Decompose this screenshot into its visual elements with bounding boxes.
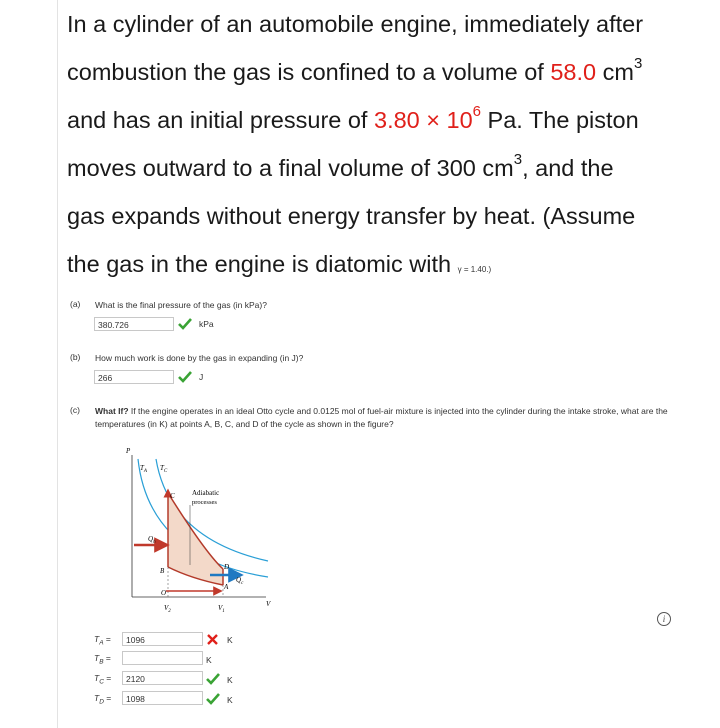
otto-cycle-diagram — [118, 445, 278, 625]
svg-text:TC: $T_C$ — [160, 464, 168, 474]
temp-c-input[interactable]: 2120 — [122, 671, 203, 685]
check-icon — [206, 673, 220, 685]
part-a-unit: kPa — [199, 319, 214, 329]
check-icon — [178, 318, 192, 330]
part-a-answer-input[interactable]: 380.726 — [94, 317, 174, 331]
svg-text:TA: $T_A$ — [140, 464, 147, 474]
svg-text:V1: $V_1$ — [218, 604, 225, 614]
cross-icon — [207, 634, 218, 645]
svg-text:A: A — [224, 583, 229, 591]
adiabatic-label: Adiabatic — [192, 489, 220, 497]
p-axis-label: P — [126, 447, 131, 455]
v-axis-label: V — [266, 600, 271, 608]
part-b-question: How much work is done by the gas in expanding (in J)? — [95, 353, 304, 363]
svg-text:B: B — [160, 567, 165, 575]
part-c-label: (c) — [70, 405, 80, 415]
svg-text:C: C — [170, 492, 175, 500]
check-icon — [178, 371, 192, 383]
temp-label-b: $T_B$ = — [94, 653, 111, 666]
problem-line-6: the gas in the engine is diatomic with γ = 1.40.) — [67, 251, 492, 277]
info-icon[interactable]: i — [657, 612, 671, 626]
temp-c-unit: K — [227, 675, 233, 685]
check-icon — [206, 693, 220, 705]
part-b-answer-input[interactable]: 266 — [94, 370, 174, 384]
svg-text:V2: $V_2$ — [164, 604, 171, 614]
part-b-label: (b) — [70, 352, 81, 362]
svg-text:D: D — [224, 563, 230, 571]
problem-line-4: moves outward to a final volume of 300 $cm^3$, and the — [67, 151, 614, 181]
temp-b-input[interactable] — [122, 651, 203, 665]
processes-label: processes — [192, 499, 217, 506]
part-a-question: What is the final pressure of the gas (in kPa)? — [95, 300, 267, 310]
svg-text:Qc: $Q_c$ — [236, 576, 244, 586]
left-border — [57, 0, 58, 728]
temp-a-unit: K — [227, 635, 233, 645]
part-a-label: (a) — [70, 299, 81, 309]
svg-text:O: O — [161, 589, 167, 597]
temp-label-d: $T_D$ = — [94, 693, 112, 706]
gamma-value: γ = 1.40.) — [457, 265, 492, 274]
temp-d-input[interactable]: 1098 — [122, 691, 203, 705]
problem-line-3: and has an initial pressure of $3.80 \times 10^6$ Pa. The piston — [67, 103, 639, 133]
part-c-question: What If? If the engine operates in an ideal Otto cycle and 0.0125 mol of fuel-air mixture is injected into the cylinder during the intake stroke, what are the temperatures (in K) at points A, B, C, and D of the cycle as shown in the figure? — [95, 406, 668, 429]
initial-pressure: $3.80 \times 10^6$ — [374, 103, 482, 133]
initial-volume: 58.0 — [550, 59, 597, 85]
temp-b-unit: K — [206, 655, 212, 665]
problem-statement — [67, 0, 707, 294]
temp-label-a: $T_A$ = — [94, 634, 111, 647]
problem-line-5: gas expands without energy transfer by heat. (Assume — [67, 203, 636, 229]
temp-label-c: $T_C$ = — [94, 673, 112, 686]
temp-a-input[interactable]: 1096 — [122, 632, 203, 646]
part-b-unit: J — [199, 372, 204, 382]
temp-d-unit: K — [227, 695, 233, 705]
svg-text:Qh: $Q_h$ — [148, 535, 156, 545]
problem-line-1: In a cylinder of an automobile engine, immediately after — [67, 11, 644, 37]
problem-line-2: combustion the gas is confined to a volume of 58.0 $cm^3$ — [67, 55, 643, 85]
